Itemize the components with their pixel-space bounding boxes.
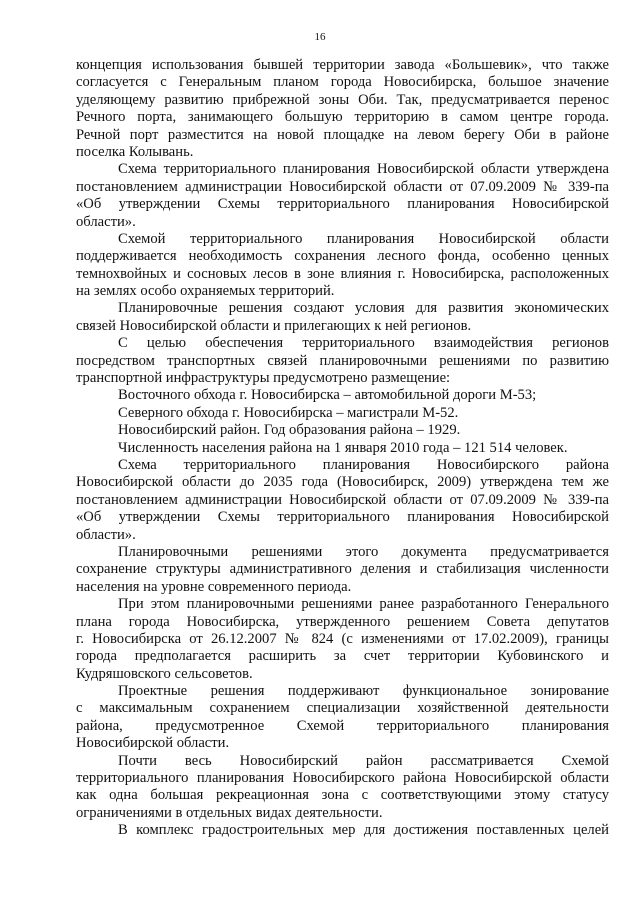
- text-line: области».: [76, 526, 136, 543]
- text-line: «Об утверждении Схемы территориального планирования Новосибирской: [76, 196, 609, 213]
- text-line: Новосибирский район. Год образования района – 1929.: [118, 422, 461, 439]
- text-line: Схемой территориального планирования Новосибирской области: [118, 230, 609, 247]
- text-line: района, предусмотренное Схемой территориального планирования: [76, 717, 609, 734]
- text-line: города предполагается расширить за счет территории Кубовинского и: [76, 648, 609, 665]
- text-line: ограничениями в отдельных видах деятельности.: [76, 804, 383, 821]
- text-line: постановлением администрации Новосибирской области от 07.09.2009 № 339-па: [76, 178, 609, 195]
- text-line: на землях особо охраняемых территорий.: [76, 283, 335, 300]
- text-line: сохранение структуры административного деления и стабилизация численности: [76, 561, 609, 578]
- text-line: «Об утверждении Схемы территориального планирования Новосибирской: [76, 509, 609, 526]
- text-line: Планировочные решения создают условия для развития экономических: [118, 300, 609, 317]
- page-number: 16: [314, 31, 326, 43]
- text-line: поддерживается необходимость сохранения лесного фонда, особенно ценных: [76, 248, 609, 265]
- text-line: Схема территориального планирования Новосибирской области утверждена: [118, 161, 609, 178]
- text-line: При этом планировочными решениями ранее разработанного Генерального: [118, 596, 609, 613]
- text-line: уделяющему развитию прибрежной зоны Оби. Так, предусматривается перенос: [76, 91, 609, 108]
- text-line: поселка Колывань.: [76, 143, 194, 160]
- text-line: постановлением администрации Новосибирской области от 07.09.2009 № 339-па: [76, 491, 609, 508]
- text-line: Восточного обхода г. Новосибирска – автомобильной дороги М-53;: [118, 387, 537, 404]
- text-line: с максимальным сохранением специализации хозяйственной деятельности: [76, 700, 609, 717]
- text-line: населения на уровне современного периода.: [76, 578, 352, 595]
- text-line: плана города Новосибирска, утвержденного решением Совета депутатов: [76, 613, 609, 630]
- text-line: концепция использования бывшей территории завода «Большевик», что также: [76, 57, 609, 73]
- text-line: В комплекс градостроительных мер для достижения поставленных целей: [118, 822, 609, 839]
- text-line: Численность населения района на 1 января 2010 года – 121 514 человек.: [118, 439, 568, 456]
- text-line: Почти весь Новосибирский район рассматривается Схемой: [118, 752, 609, 769]
- text-line: Проектные решения поддерживают функциональное зонирование: [118, 683, 609, 700]
- text-line: С целью обеспечения территориального взаимодействия регионов: [118, 335, 609, 352]
- text-line: Кудряшовского сельсоветов.: [76, 665, 253, 682]
- text-line: области».: [76, 213, 136, 230]
- text-line: темнохвойных и сосновых лесов в зоне влияния г. Новосибирска, расположенных: [76, 265, 609, 282]
- text-line: посредством транспортных связей планировочными решениями по развитию: [76, 352, 609, 369]
- text-line: транспортной инфраструктуры предусмотрено размещение:: [76, 370, 451, 387]
- text-line: территориального планирования Новосибирского района Новосибирской области: [76, 770, 609, 787]
- text-line: Северного обхода г. Новосибирска – магистрали М-52.: [118, 404, 459, 421]
- text-line: как одна большая рекреационная зона с соответствующими этому статусу: [76, 787, 609, 804]
- text-line: Речной порт разместится на новой площадке на левом берегу Оби в районе: [76, 126, 609, 143]
- text-line: согласуется с Генеральным планом города Новосибирска, большое значение: [76, 74, 609, 91]
- text-line: г. Новосибирска от 26.12.2007 № 824 (с изменениями от 17.02.2009), границы: [76, 630, 609, 647]
- text-line: Речного порта, занимающего большую территорию в самом центре города.: [76, 109, 609, 126]
- text-line: связей Новосибирской области и прилегающих к ней регионов.: [76, 317, 472, 334]
- text-line: Схема территориального планирования Новосибирского района: [118, 456, 609, 473]
- document-body: [76, 57, 609, 840]
- text-line: Планировочными решениями этого документа предусматривается: [118, 543, 609, 560]
- text-line: Новосибирской области до 2035 года (Новосибирск, 2009) утверждена тем же: [76, 474, 609, 491]
- text-line: Новосибирской области.: [76, 735, 230, 752]
